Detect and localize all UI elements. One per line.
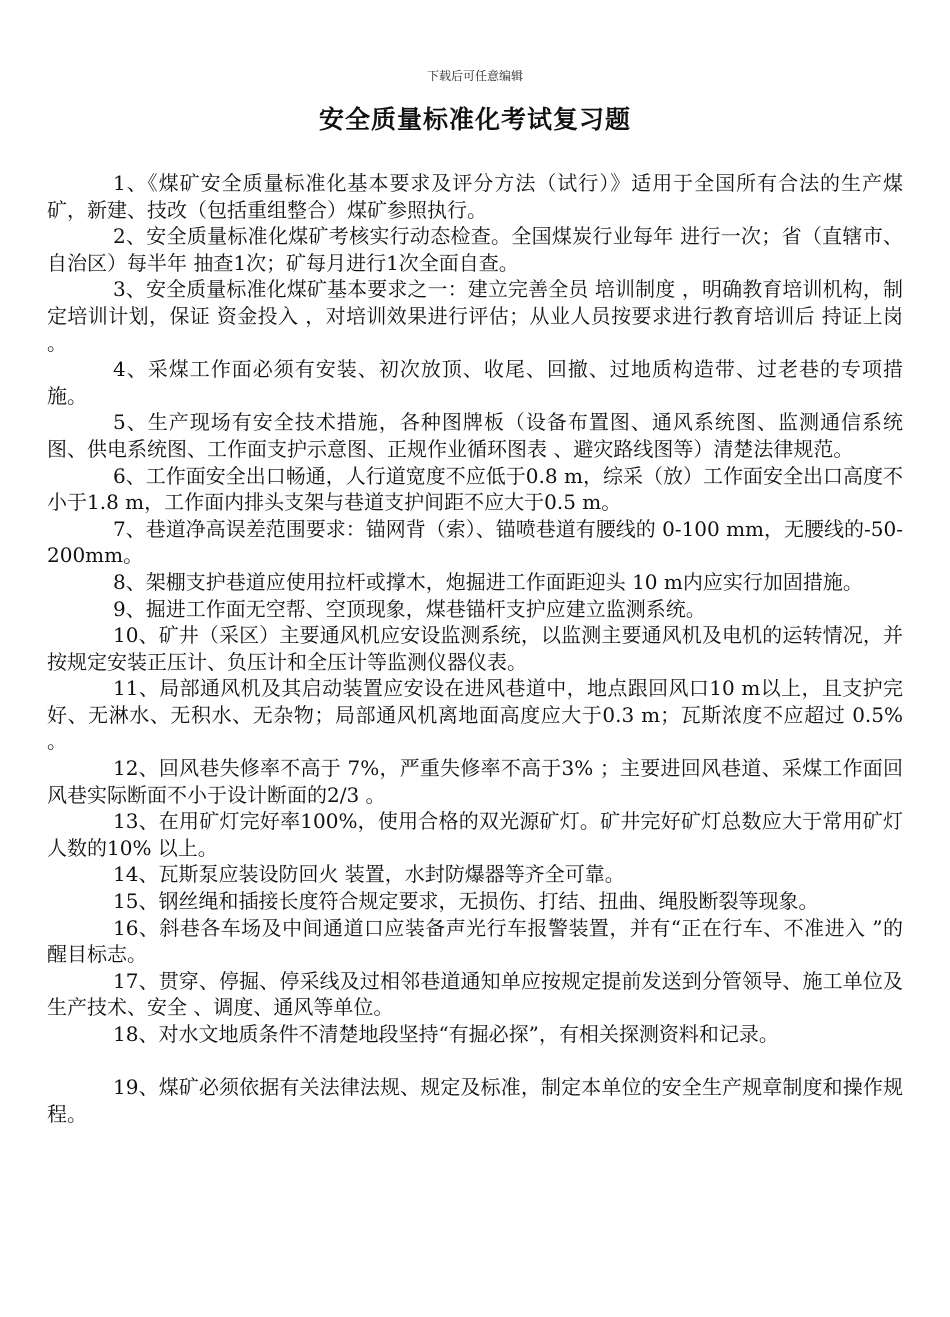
document-title: 安全质量标准化考试复习题 xyxy=(318,105,631,134)
question-3: 3、安全质量标准化煤矿基本要求之一：建立完善全员 培训制度 ，明确教育培训机构，制定培训计划，保证 资金投入 ，对培训效果进行评估；从业人员按要求进行教育培训后 持证上岗 。 xyxy=(47,277,903,355)
question-17: 17、贯穿、停掘、停采线及过相邻巷道通知单应按规定提前发送到分管领导、施工单位及生产技术、安全 、调度、通风等单位。 xyxy=(47,968,903,1020)
blank-line xyxy=(47,1048,903,1075)
question-2: 2、安全质量标准化煤矿考核实行动态检查。全国煤炭行业每年 进行一次；省（直辖市、自治区）每半年 抽查1次；矿每月进行1次全面自查。 xyxy=(47,224,903,275)
question-1: 1、《煤矿安全质量标准化基本要求及评分方法（试行）》适用于全国所有合法的生产煤矿，新建、技改（包括重组整合）煤矿参照执行。 xyxy=(47,171,903,222)
question-19: 19、煤矿必须依据有关法律法规、规定及标准，制定本单位的安全生产规章制度和操作规程。 xyxy=(47,1075,903,1126)
question-10: 10、矿井（采区）主要通风机应安设监测系统，以监测主要通风机及电机的运转情况，并按规定安装正压计、负压计和全压计等监测仪器仪表。 xyxy=(47,623,903,674)
header-note: 下载后可任意编辑 xyxy=(426,69,523,83)
question-8: 8、架棚支护巷道应使用拉杆或撑木，炮掘进工作面距迎头 10 m内应实行加固措施。 xyxy=(113,569,863,594)
document-body xyxy=(47,170,903,1127)
question-5: 5、生产现场有安全技术措施，各种图牌板（设备布置图、通风系统图、监测通信系统图、供电系统图、工作面支护示意图、正规作业循环图表 、避灾路线图等）清楚法律规范。 xyxy=(47,410,903,461)
question-16: 16、斜巷各车场及中间通道口应装备声光行车报警装置，并有“正在行车、不准进入 ”的醒目标志。 xyxy=(47,915,903,967)
question-12: 12、回风巷失修率不高于 7%，严重失修率不高于3% ；主要进回风巷道、采煤工作面回风巷实际断面不小于设计断面的2/3 。 xyxy=(47,756,903,807)
question-9: 9、掘进工作面无空帮、空顶现象，煤巷锚杆支护应建立监测系统。 xyxy=(113,596,706,621)
question-4: 4、采煤工作面必须有安装、初次放顶、收尾、回撤、过地质构造带、过老巷的专项措施。 xyxy=(47,357,903,408)
question-6: 6、工作面安全出口畅通，人行道宽度不应低于0.8 m，综采（放）工作面安全出口高度不小于1.8 m，工作面内排头支架与巷道支护间距不应大于0.5 m。 xyxy=(47,463,903,515)
question-14: 14、瓦斯泵应装设防回火 装置，水封防爆器等齐全可靠。 xyxy=(113,862,625,887)
question-7: 7、巷道净高误差范围要求：锚网背（索）、锚喷巷道有腰线的 0-100 mm，无腰线的-50-200mm。 xyxy=(47,516,903,568)
question-15: 15、钢丝绳和插接长度符合规定要求，无损伤、打结、扭曲、绳股断裂等现象。 xyxy=(113,889,819,914)
question-13: 13、在用矿灯完好率100%，使用合格的双光源矿灯。矿井完好矿灯总数应大于常用矿灯人数的10% 以上。 xyxy=(47,809,903,860)
question-18: 18、对水文地质条件不清楚地段坚持“有掘必探”，有相关探测资料和记录。 xyxy=(113,1022,779,1046)
question-11: 11、局部通风机及其启动装置应安设在进风巷道中，地点跟回风口10 m以上，且支护完好、无淋水、无积水、无杂物；局部通风机离地面高度应大于0.3 m；瓦斯浓度不应超过 0.5% 。 xyxy=(47,676,903,754)
